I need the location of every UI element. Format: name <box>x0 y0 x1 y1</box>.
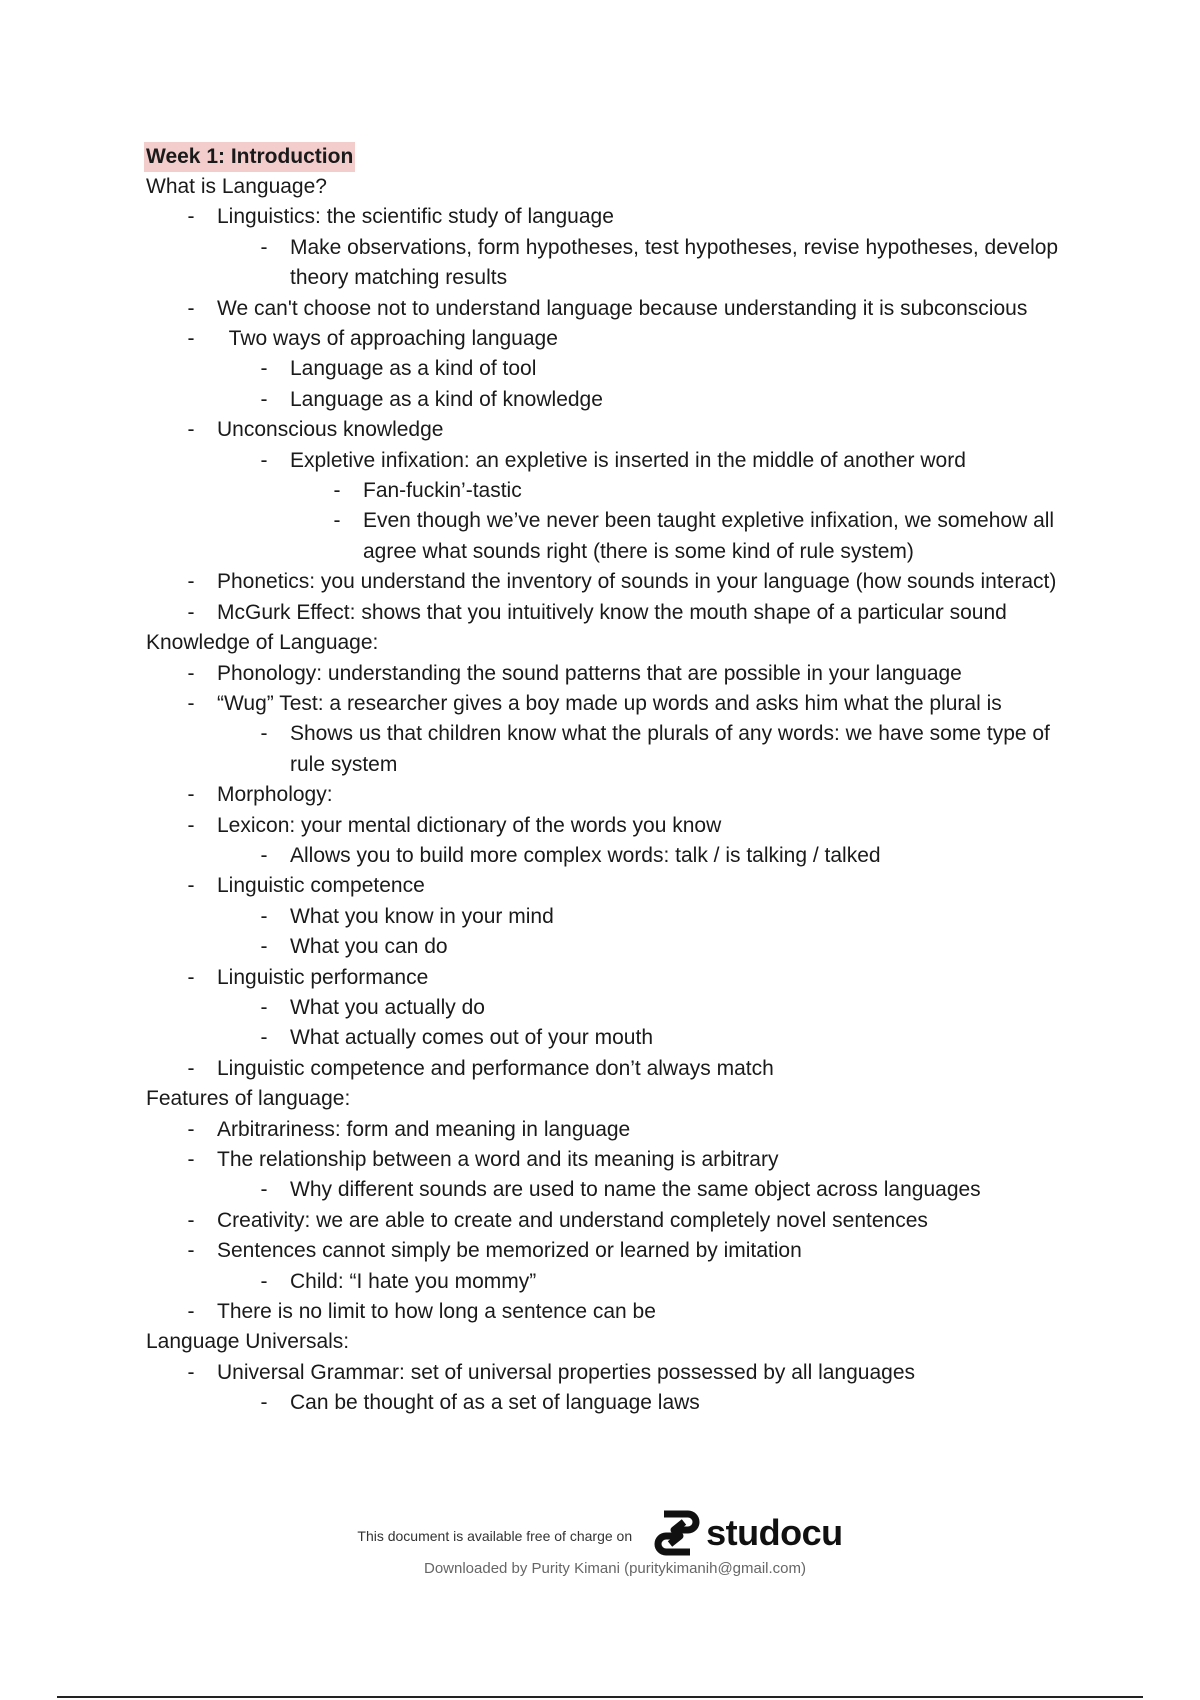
list-item-text: What is Language? <box>146 175 327 198</box>
list-item-text: What you actually do <box>290 995 485 1019</box>
list-item-text: Child: “I hate you mommy” <box>290 1269 537 1293</box>
bullet-dash-icon: - <box>260 995 268 1019</box>
list-item <box>146 1297 1086 1327</box>
list-item-text: “Wug” Test: a researcher gives a boy made up words and asks him what the plural is <box>217 691 1002 715</box>
bullet-dash-icon: - <box>187 600 195 624</box>
list-item <box>146 932 1086 962</box>
list-item <box>146 780 1086 810</box>
list-item-text: There is no limit to how long a sentence can be <box>217 1300 656 1324</box>
list-item-text: Shows us that children know what the plurals of any words: we have some type of rule system <box>290 722 1056 776</box>
list-item <box>146 233 1086 294</box>
list-item-text: Morphology: <box>217 783 333 807</box>
list-item-text: Creativity: we are able to create and understand completely novel sentences <box>217 1208 928 1232</box>
list-item <box>146 415 1086 445</box>
list-item-text: The relationship between a word and its meaning is arbitrary <box>217 1148 779 1171</box>
list-item-text: Two ways of approaching language <box>217 327 558 351</box>
list-item <box>146 1023 1086 1053</box>
studocu-logo-icon <box>654 1510 700 1556</box>
list-item-text: Make observations, form hypotheses, test hypotheses, revise hypotheses, develop theory matching results <box>290 235 1064 290</box>
list-item <box>146 598 1086 628</box>
list-item <box>146 476 1086 506</box>
list-item <box>146 689 1086 719</box>
list-item <box>146 871 1086 901</box>
bullet-dash-icon: - <box>187 1056 195 1080</box>
list-item-text: What you know in your mind <box>290 904 554 928</box>
list-item-text: Linguistic competence <box>217 874 425 898</box>
list-item-text: Language Universals: <box>146 1330 350 1354</box>
list-item <box>146 1388 1086 1418</box>
bullet-dash-icon: - <box>187 1300 195 1324</box>
list-item-text: Linguistics: the scientific study of language <box>217 205 614 229</box>
list-item <box>146 324 1086 354</box>
list-item <box>146 841 1086 871</box>
list-item-text: Fan-fuckin’-tastic <box>363 479 522 503</box>
section-heading <box>146 1084 1086 1114</box>
list-item-text: Even though we’ve never been taught expletive infixation, we somehow all agree what sounds right (there is some kind of rule system) <box>363 509 1060 563</box>
list-item <box>146 202 1086 232</box>
bullet-dash-icon: - <box>260 1178 268 1202</box>
list-item-text: Linguistic performance <box>217 965 429 989</box>
bullet-dash-icon: - <box>260 1391 268 1415</box>
list-item-text: Can be thought of as a set of language laws <box>290 1391 700 1415</box>
bullet-dash-icon: - <box>187 965 195 989</box>
footer-note: This document is available free of charge on <box>357 1528 633 1544</box>
bullet-dash-icon: - <box>187 1148 195 1171</box>
list-item-text: Phonetics: you understand the inventory of sounds in your language (how sounds interact) <box>217 570 1057 594</box>
list-item-text: Unconscious knowledge <box>217 418 444 442</box>
downloaded-by: Downloaded by Purity Kimani (puritykimanih@gmail.com) <box>423 1560 807 1577</box>
footer <box>0 1510 1200 1577</box>
bullet-dash-icon: - <box>187 1360 195 1384</box>
list-item <box>146 385 1086 415</box>
list-item-text: Features of language: <box>146 1087 351 1111</box>
bullet-dash-icon: - <box>260 843 268 867</box>
list-item <box>146 506 1086 567</box>
studocu-logo[interactable] <box>654 1510 843 1556</box>
brand-name: studocu <box>706 1512 843 1553</box>
list-item <box>146 354 1086 384</box>
page-title-wrap <box>146 142 1086 172</box>
list-item <box>146 446 1086 476</box>
bullet-dash-icon: - <box>187 327 195 351</box>
list-item <box>146 1115 1086 1145</box>
list-item <box>146 963 1086 993</box>
list-item <box>146 1145 1086 1175</box>
section-heading <box>146 1327 1086 1357</box>
section-heading <box>146 628 1086 658</box>
list-item <box>146 1267 1086 1297</box>
bullet-dash-icon: - <box>260 1026 268 1050</box>
footer-row <box>0 1510 1200 1556</box>
list-item <box>146 1054 1086 1084</box>
bullet-dash-icon: - <box>187 570 195 594</box>
bullet-dash-icon: - <box>260 935 268 959</box>
list-item <box>146 1236 1086 1266</box>
list-item <box>146 659 1086 689</box>
list-item-text: We can't choose not to understand language because understanding it is subconscious <box>217 296 1028 320</box>
list-item-text: Arbitrariness: form and meaning in language <box>217 1117 631 1141</box>
list-item <box>146 993 1086 1023</box>
bullet-dash-icon: - <box>187 1208 195 1232</box>
list-item-text: Knowledge of Language: <box>146 631 379 655</box>
list-item <box>146 811 1086 841</box>
list-item-text: Linguistic competence and performance don’t always match <box>217 1056 774 1080</box>
list-item-text: Lexicon: your mental dictionary of the words you know <box>217 813 722 837</box>
list-item <box>146 719 1086 780</box>
bullet-dash-icon: - <box>187 296 195 320</box>
page-title: Week 1: Introduction <box>144 142 355 172</box>
page-bottom-rule <box>57 1696 1143 1698</box>
list-item-text: Sentences cannot simply be memorized or learned by imitation <box>217 1239 802 1263</box>
bullet-dash-icon: - <box>260 387 268 411</box>
bullet-dash-icon: - <box>187 783 195 807</box>
bullet-dash-icon: - <box>260 448 268 472</box>
bullet-dash-icon: - <box>333 509 341 533</box>
bullet-dash-icon: - <box>260 722 268 746</box>
list-item <box>146 902 1086 932</box>
list-item <box>146 294 1086 324</box>
list-item <box>146 567 1086 597</box>
list-item <box>146 1175 1086 1205</box>
bullet-dash-icon: - <box>333 479 341 503</box>
bullet-dash-icon: - <box>260 357 268 381</box>
bullet-dash-icon: - <box>187 813 195 837</box>
notes-list <box>146 172 1086 1419</box>
bullet-dash-icon: - <box>187 418 195 442</box>
bullet-dash-icon: - <box>187 661 195 685</box>
list-item-text: Expletive infixation: an expletive is inserted in the middle of another word <box>290 448 966 472</box>
list-item-text: Universal Grammar: set of universal properties possessed by all languages <box>217 1360 915 1384</box>
bullet-dash-icon: - <box>187 1117 195 1141</box>
bullet-dash-icon: - <box>260 1269 268 1293</box>
list-item-text: Language as a kind of knowledge <box>290 387 603 411</box>
list-item <box>146 1358 1086 1388</box>
list-item-text: Allows you to build more complex words: talk / is talking / talked <box>290 843 881 867</box>
list-item-text: Phonology: understanding the sound patterns that are possible in your language <box>217 661 962 685</box>
bullet-dash-icon: - <box>187 874 195 898</box>
bullet-dash-icon: - <box>187 205 195 229</box>
document-body <box>146 142 1086 1419</box>
bullet-dash-icon: - <box>260 904 268 928</box>
section-heading <box>146 172 1086 202</box>
list-item-text: Language as a kind of tool <box>290 357 537 381</box>
list-item <box>146 1206 1086 1236</box>
list-item-text: McGurk Effect: shows that you intuitively know the mouth shape of a particular sound <box>217 600 1007 624</box>
list-item-text: What actually comes out of your mouth <box>290 1026 653 1050</box>
bullet-dash-icon: - <box>187 1239 195 1263</box>
list-item-text: What you can do <box>290 935 448 959</box>
bullet-dash-icon: - <box>187 691 195 715</box>
bullet-dash-icon: - <box>260 235 268 259</box>
list-item-text: Why different sounds are used to name the same object across languages <box>290 1178 981 1202</box>
